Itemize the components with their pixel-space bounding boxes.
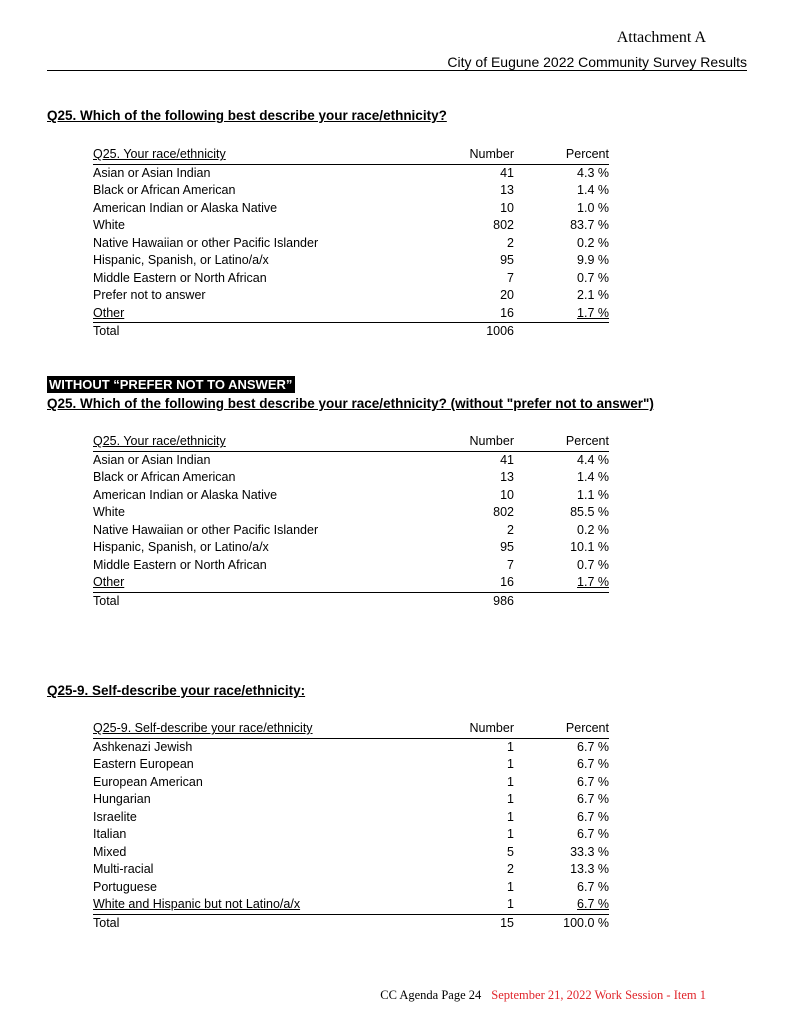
row-label: American Indian or Alaska Native (93, 200, 278, 215)
table-header-row (93, 146, 609, 164)
row-label-cell (93, 504, 438, 522)
row-label-cell (93, 164, 438, 182)
row-percent: 13.3 % (570, 862, 609, 877)
column-header-number: Number (469, 721, 514, 736)
row-percent-cell (514, 879, 609, 897)
row-percent: 6.7 % (577, 809, 609, 824)
table-row (93, 487, 609, 505)
row-percent: 9.9 % (577, 253, 609, 268)
table-row (93, 182, 609, 200)
row-percent: 6.7 % (577, 774, 609, 789)
row-label-cell (93, 182, 438, 200)
table-row (93, 774, 609, 792)
row-percent: 4.4 % (577, 452, 609, 467)
row-percent-cell (514, 287, 609, 305)
column-header-label-cell (93, 433, 438, 451)
row-number: 1 (507, 792, 514, 807)
table-row (93, 844, 609, 862)
row-number: 1 (507, 879, 514, 894)
row-number: 41 (500, 452, 514, 467)
row-label: Black or African American (93, 183, 236, 198)
row-number: 1 (507, 774, 514, 789)
row-percent: 0.2 % (577, 522, 609, 537)
section2-heading: Q25. Which of the following best describe your race/ethnicity? (without "prefer not to answer") (47, 396, 654, 411)
column-header-percent-cell (514, 433, 609, 451)
row-number-cell (438, 774, 514, 792)
row-number: 13 (500, 470, 514, 485)
total-label-cell (93, 323, 438, 341)
row-label-cell (93, 235, 438, 253)
row-number-cell (438, 557, 514, 575)
row-percent: 2.1 % (577, 288, 609, 303)
row-percent: 1.7 % (577, 575, 609, 590)
column-header-label: Q25. Your race/ethnicity (93, 434, 226, 449)
row-percent-cell (514, 252, 609, 270)
total-number: 15 (500, 915, 514, 930)
row-percent-cell (514, 574, 609, 592)
without-prefer-banner: WITHOUT “PREFER NOT TO ANSWER” (47, 376, 295, 393)
row-label-cell (93, 826, 438, 844)
row-label: Asian or Asian Indian (93, 452, 211, 467)
row-label: Native Hawaiian or other Pacific Islander (93, 522, 319, 537)
row-percent-cell (514, 756, 609, 774)
row-number: 20 (500, 288, 514, 303)
total-percent-cell (514, 592, 609, 610)
attachment-label: Attachment A (616, 29, 706, 46)
row-label-cell (93, 287, 438, 305)
row-label-cell (93, 756, 438, 774)
table-row (93, 469, 609, 487)
row-percent-cell (514, 826, 609, 844)
table-row (93, 217, 609, 235)
row-percent-cell (514, 738, 609, 756)
row-label-cell (93, 522, 438, 540)
row-percent: 6.7 % (577, 739, 609, 754)
row-number-cell (438, 809, 514, 827)
row-percent: 1.1 % (577, 487, 609, 502)
table-row (93, 504, 609, 522)
row-number: 10 (500, 200, 514, 215)
row-percent-cell (514, 270, 609, 288)
row-percent-cell (514, 774, 609, 792)
column-header-number-cell (438, 433, 514, 451)
row-number-cell (438, 235, 514, 253)
row-label-cell (93, 774, 438, 792)
table-row (93, 235, 609, 253)
row-label: Hungarian (93, 792, 151, 807)
row-percent: 1.4 % (577, 183, 609, 198)
section2-table (93, 433, 609, 610)
row-label: Other (93, 575, 125, 590)
row-label: Other (93, 305, 125, 320)
row-percent: 10.1 % (570, 540, 609, 555)
table-row (93, 809, 609, 827)
row-percent: 33.3 % (570, 844, 609, 859)
total-row (93, 592, 609, 610)
row-label: European American (93, 774, 203, 789)
total-row (93, 914, 609, 932)
row-number: 2 (507, 862, 514, 877)
agenda-page-label: CC Agenda Page 24 (380, 988, 482, 1002)
row-number: 95 (500, 253, 514, 268)
row-number: 95 (500, 540, 514, 555)
table-row (93, 305, 609, 323)
row-percent-cell (514, 305, 609, 323)
table-row (93, 164, 609, 182)
row-number: 1 (507, 809, 514, 824)
row-number: 802 (493, 505, 514, 520)
column-header-percent: Percent (565, 721, 609, 736)
row-label-cell (93, 469, 438, 487)
table-row (93, 451, 609, 469)
column-header-number: Number (469, 147, 514, 162)
row-number: 2 (507, 235, 514, 250)
row-number-cell (438, 756, 514, 774)
total-number: 1006 (486, 324, 514, 339)
column-header-percent: Percent (565, 147, 609, 162)
row-number: 16 (500, 305, 514, 320)
row-label: Black or African American (93, 470, 236, 485)
row-label-cell (93, 252, 438, 270)
table-header-row (93, 433, 609, 451)
row-percent: 6.7 % (577, 757, 609, 772)
row-label: Prefer not to answer (93, 288, 206, 303)
row-number-cell (438, 844, 514, 862)
row-number-cell (438, 164, 514, 182)
row-label: Multi-racial (93, 862, 154, 877)
section3-heading: Q25-9. Self-describe your race/ethnicity: (47, 683, 306, 698)
table-row (93, 557, 609, 575)
row-number-cell (438, 217, 514, 235)
row-number: 1 (507, 897, 514, 912)
row-percent-cell (514, 217, 609, 235)
column-header-label-cell (93, 720, 438, 738)
row-percent-cell (514, 451, 609, 469)
row-percent-cell (514, 504, 609, 522)
column-header-percent: Percent (565, 434, 609, 449)
section3-table (93, 720, 609, 932)
row-percent-cell (514, 809, 609, 827)
row-label-cell (93, 879, 438, 897)
row-number-cell (438, 896, 514, 914)
total-label: Total (93, 593, 120, 608)
table-row (93, 738, 609, 756)
row-label: Italian (93, 827, 127, 842)
row-percent: 1.4 % (577, 470, 609, 485)
row-label: Hispanic, Spanish, or Latino/a/x (93, 253, 269, 268)
row-percent-cell (514, 182, 609, 200)
column-header-label: Q25. Your race/ethnicity (93, 147, 226, 162)
row-percent: 1.0 % (577, 200, 609, 215)
row-percent: 1.7 % (577, 305, 609, 320)
row-label-cell (93, 861, 438, 879)
row-percent: 0.2 % (577, 235, 609, 250)
row-label-cell (93, 809, 438, 827)
row-label-cell (93, 738, 438, 756)
table-row (93, 861, 609, 879)
document-title: City of Eugune 2022 Community Survey Results (447, 54, 747, 70)
row-percent: 6.7 % (577, 827, 609, 842)
total-row (93, 323, 609, 341)
work-session-label: September 21, 2022 Work Session - Item 1 (491, 988, 706, 1002)
row-label: Native Hawaiian or other Pacific Islander (93, 235, 319, 250)
row-number-cell (438, 861, 514, 879)
table-row (93, 826, 609, 844)
row-percent: 6.7 % (577, 897, 609, 912)
section1-table (93, 146, 609, 341)
row-number-cell (438, 574, 514, 592)
row-percent-cell (514, 791, 609, 809)
table-header-row (93, 720, 609, 738)
total-number-cell (438, 323, 514, 341)
row-label-cell (93, 574, 438, 592)
row-percent-cell (514, 861, 609, 879)
row-number: 1 (507, 757, 514, 772)
total-number-cell (438, 592, 514, 610)
total-label-cell (93, 914, 438, 932)
row-number-cell (438, 287, 514, 305)
total-number-cell (438, 914, 514, 932)
row-number: 1 (507, 827, 514, 842)
row-label: Eastern European (93, 757, 194, 772)
row-percent-cell (514, 522, 609, 540)
row-percent-cell (514, 469, 609, 487)
row-percent: 83.7 % (570, 218, 609, 233)
row-number-cell (438, 791, 514, 809)
row-percent: 0.7 % (577, 270, 609, 285)
row-number: 10 (500, 487, 514, 502)
row-label: Israelite (93, 809, 137, 824)
total-number: 986 (493, 593, 514, 608)
row-label-cell (93, 896, 438, 914)
row-label-cell (93, 451, 438, 469)
column-header-label: Q25-9. Self-describe your race/ethnicity (93, 721, 313, 736)
column-header-number-cell (438, 720, 514, 738)
row-label: Mixed (93, 844, 127, 859)
row-label-cell (93, 791, 438, 809)
row-number-cell (438, 522, 514, 540)
row-number: 1 (507, 739, 514, 754)
table-row (93, 896, 609, 914)
row-number-cell (438, 487, 514, 505)
row-number-cell (438, 539, 514, 557)
table-row (93, 287, 609, 305)
row-label: Middle Eastern or North African (93, 557, 267, 572)
table-row (93, 756, 609, 774)
total-label: Total (93, 915, 120, 930)
total-percent-cell (514, 914, 609, 932)
row-label: Middle Eastern or North African (93, 270, 267, 285)
row-percent: 0.7 % (577, 557, 609, 572)
row-percent-cell (514, 235, 609, 253)
row-number: 16 (500, 575, 514, 590)
row-percent: 6.7 % (577, 792, 609, 807)
row-percent-cell (514, 487, 609, 505)
table-row (93, 522, 609, 540)
column-header-percent-cell (514, 720, 609, 738)
table-row (93, 200, 609, 218)
row-number: 13 (500, 183, 514, 198)
row-label: Hispanic, Spanish, or Latino/a/x (93, 540, 269, 555)
row-label-cell (93, 539, 438, 557)
total-percent-cell (514, 323, 609, 341)
row-number-cell (438, 252, 514, 270)
row-number-cell (438, 182, 514, 200)
row-label-cell (93, 305, 438, 323)
row-percent-cell (514, 844, 609, 862)
row-number-cell (438, 826, 514, 844)
row-number-cell (438, 305, 514, 323)
row-label: White (93, 218, 125, 233)
row-label: White (93, 505, 125, 520)
row-number-cell (438, 200, 514, 218)
row-label-cell (93, 200, 438, 218)
table-row (93, 574, 609, 592)
row-label: White and Hispanic but not Latino/a/x (93, 897, 301, 912)
row-number-cell (438, 270, 514, 288)
row-number: 5 (507, 844, 514, 859)
total-percent: 100.0 % (563, 915, 609, 930)
row-percent-cell (514, 557, 609, 575)
total-label: Total (93, 324, 120, 339)
row-label-cell (93, 557, 438, 575)
row-number-cell (438, 879, 514, 897)
table-row (93, 539, 609, 557)
row-number: 41 (500, 165, 514, 180)
row-number: 2 (507, 522, 514, 537)
row-label-cell (93, 487, 438, 505)
row-percent-cell (514, 896, 609, 914)
row-number: 7 (507, 557, 514, 572)
table-row (93, 252, 609, 270)
column-header-percent-cell (514, 146, 609, 164)
row-number: 802 (493, 218, 514, 233)
page-footer (380, 988, 706, 1003)
row-number-cell (438, 469, 514, 487)
row-number: 7 (507, 270, 514, 285)
table-row (93, 879, 609, 897)
row-label: Ashkenazi Jewish (93, 739, 193, 754)
row-number-cell (438, 504, 514, 522)
row-label: Portuguese (93, 879, 157, 894)
row-percent-cell (514, 200, 609, 218)
table-row (93, 270, 609, 288)
row-label-cell (93, 217, 438, 235)
total-label-cell (93, 592, 438, 610)
row-label: American Indian or Alaska Native (93, 487, 278, 502)
column-header-number-cell (438, 146, 514, 164)
table-row (93, 791, 609, 809)
header-divider (47, 70, 747, 71)
row-percent-cell (514, 539, 609, 557)
row-percent: 85.5 % (570, 505, 609, 520)
row-label-cell (93, 844, 438, 862)
section1-heading: Q25. Which of the following best describe your race/ethnicity? (47, 108, 447, 123)
row-number-cell (438, 738, 514, 756)
row-label: Asian or Asian Indian (93, 165, 211, 180)
row-percent: 6.7 % (577, 879, 609, 894)
column-header-number: Number (469, 434, 514, 449)
row-label-cell (93, 270, 438, 288)
row-percent: 4.3 % (577, 165, 609, 180)
row-percent-cell (514, 164, 609, 182)
row-number-cell (438, 451, 514, 469)
column-header-label-cell (93, 146, 438, 164)
